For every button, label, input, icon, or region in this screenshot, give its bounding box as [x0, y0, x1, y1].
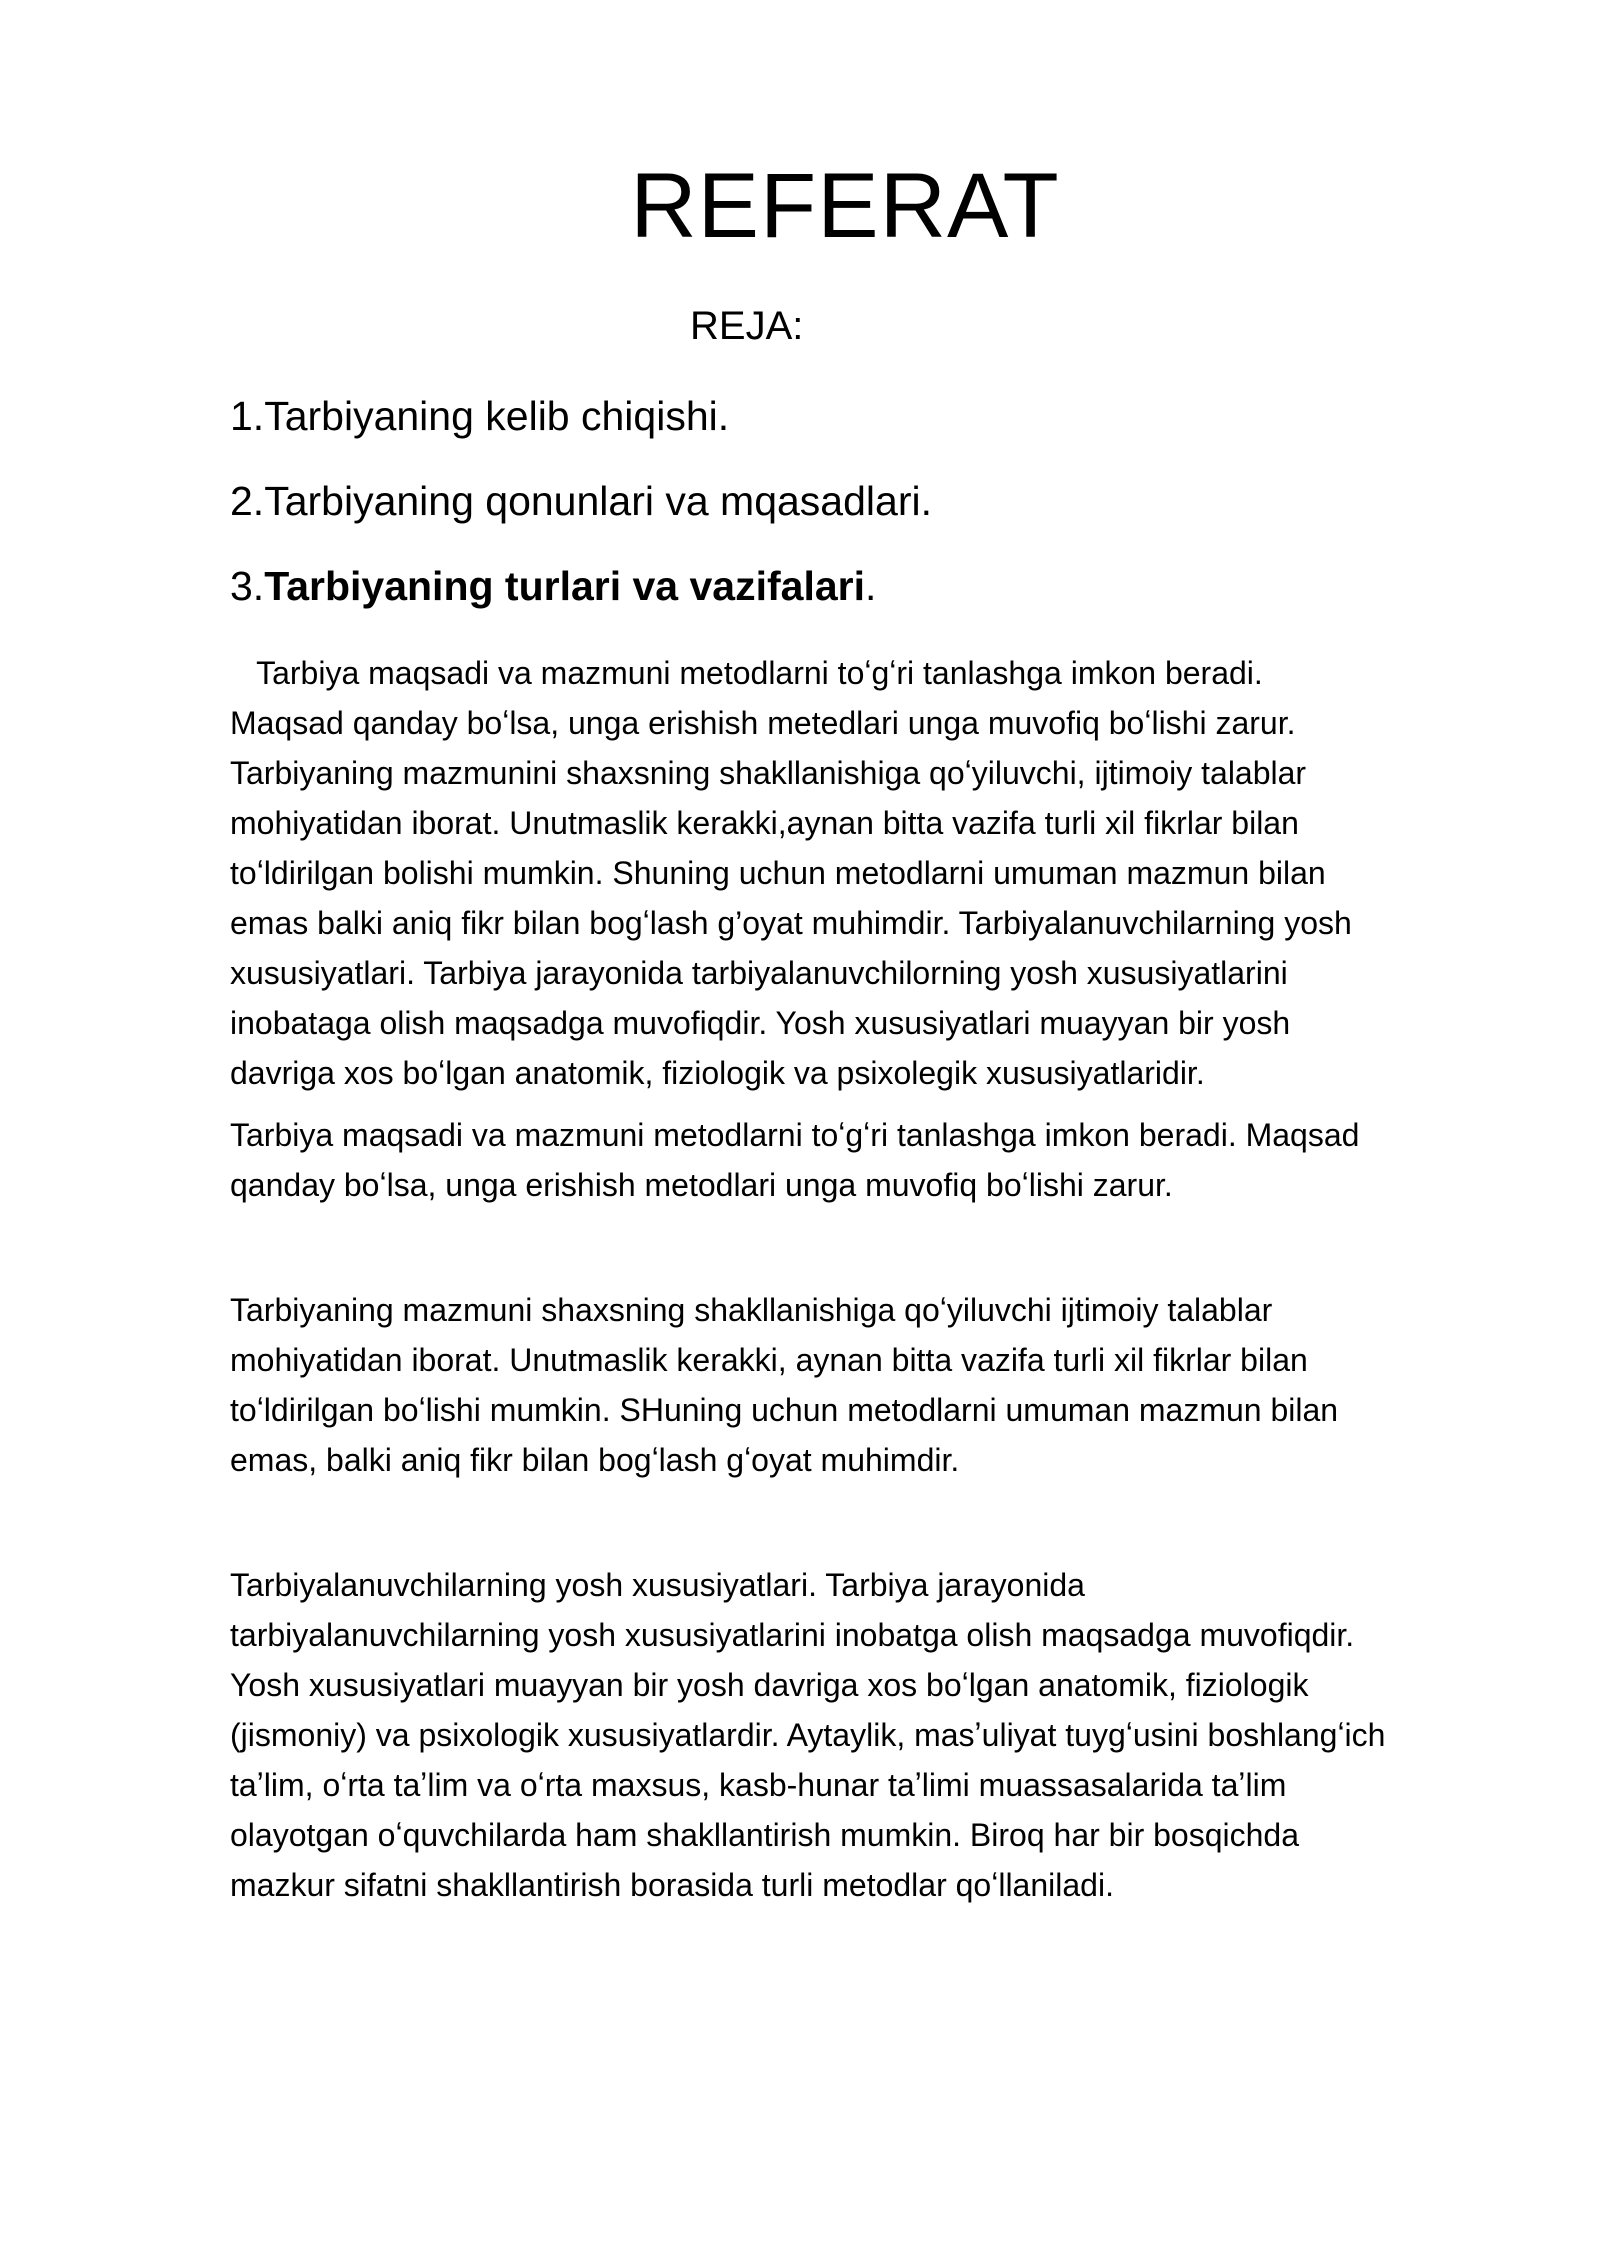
plan-item — [230, 562, 932, 610]
plan-item-number: 2. — [230, 478, 265, 524]
plan-item — [230, 392, 932, 440]
paragraph-2 — [230, 1110, 1530, 1210]
plan-item-text: Tarbiyaning qonunlari va mqasadlari. — [264, 478, 932, 524]
text-line: qanday boʻlsa, unga erishish metodlari unga muvofiq boʻlishi zarur. — [230, 1167, 1173, 1203]
text-line: emas, balki aniq fikr bilan bogʻlash gʻoyat muhimdir. — [230, 1442, 960, 1478]
plan-item-number: 1. — [230, 393, 265, 439]
paragraph-1 — [230, 648, 1530, 1098]
plan-item-number: 3. — [230, 563, 265, 609]
plan-item — [230, 477, 932, 525]
text-line: Tarbiyaning mazmunini shaxsning shakllanishiga qoʻyiluvchi, ijtimoiy talablar — [230, 755, 1307, 791]
text-line: olayotgan oʻquvchilarda ham shakllantirish mumkin. Biroq har bir bosqichda — [230, 1817, 1299, 1853]
document-title: REFERAT — [630, 155, 1060, 257]
plan-item-text-bold: Tarbiyaning turlari va vazifalari — [264, 563, 865, 609]
text-line: Maqsad qanday boʻlsa, unga erishish metedlari unga muvofiq boʻlishi zarur. — [230, 705, 1296, 741]
text-line: mohiyatidan iborat. Unutmaslik kerakki, aynan bitta vazifa turli xil fikrlar bilan — [230, 1342, 1308, 1378]
text-line: mazkur sifatni shakllantirish borasida turli metodlar qoʻllaniladi. — [230, 1867, 1114, 1903]
text-line: Tarbiya maqsadi va mazmuni metodlarni toʻgʻri tanlashga imkon beradi. Maqsad — [230, 1117, 1360, 1153]
plan-item-text: Tarbiyaning kelib chiqishi. — [264, 393, 730, 439]
plan-heading: REJA: — [690, 304, 804, 348]
text-line: Tarbiyaning mazmuni shaxsning shakllanishiga qoʻyiluvchi ijtimoiy talablar — [230, 1292, 1273, 1328]
text-line: toʻldirilgan boʻlishi mumkin. SHuning uchun metodlarni umuman mazmun bilan — [230, 1392, 1339, 1428]
text-line: Tarbiyalanuvchilarning yosh xususiyatlari. Tarbiya jarayonida — [230, 1567, 1085, 1603]
text-line: taʼlim, oʻrta taʼlim va oʻrta maxsus, kasb-hunar taʼlimi muassasalarida taʼlim — [230, 1767, 1287, 1803]
plan-list — [230, 392, 932, 647]
paragraph-4 — [230, 1560, 1530, 1910]
paragraph-3 — [230, 1285, 1530, 1485]
text-line: (jismoniy) va psixologik xususiyatlardir. Aytaylik, masʼuliyat tuygʻusini boshlangʻich — [230, 1717, 1386, 1753]
text-line: tarbiyalanuvchilarning yosh xususiyatlarini inobatga olish maqsadga muvofiqdir. — [230, 1617, 1355, 1653]
text-line: mohiyatidan iborat. Unutmaslik kerakki,aynan bitta vazifa turli xil fikrlar bilan — [230, 805, 1299, 841]
text-line: toʻldirilgan bolishi mumkin. Shuning uchun metodlarni umuman mazmun bilan — [230, 855, 1326, 891]
plan-item-suffix: . — [865, 563, 877, 609]
document-body — [230, 648, 1530, 1922]
text-line: Yosh xususiyatlari muayyan bir yosh davriga xos boʻlgan anatomik, fiziologik — [230, 1667, 1309, 1703]
text-line: Tarbiya maqsadi va mazmuni metodlarni toʻgʻri tanlashga imkon beradi. — [230, 655, 1263, 691]
text-line: xususiyatlari. Tarbiya jarayonida tarbiyalanuvchilorning yosh xususiyatlarini — [230, 955, 1288, 991]
text-line: emas balki aniq fikr bilan bogʻlash g’oyat muhimdir. Tarbiyalanuvchilarning yosh — [230, 905, 1352, 941]
text-line: inobataga olish maqsadga muvofiqdir. Yosh xususiyatlari muayyan bir yosh — [230, 1005, 1291, 1041]
text-line: davriga xos boʻlgan anatomik, fiziologik va psixolegik xususiyatlaridir. — [230, 1055, 1205, 1091]
